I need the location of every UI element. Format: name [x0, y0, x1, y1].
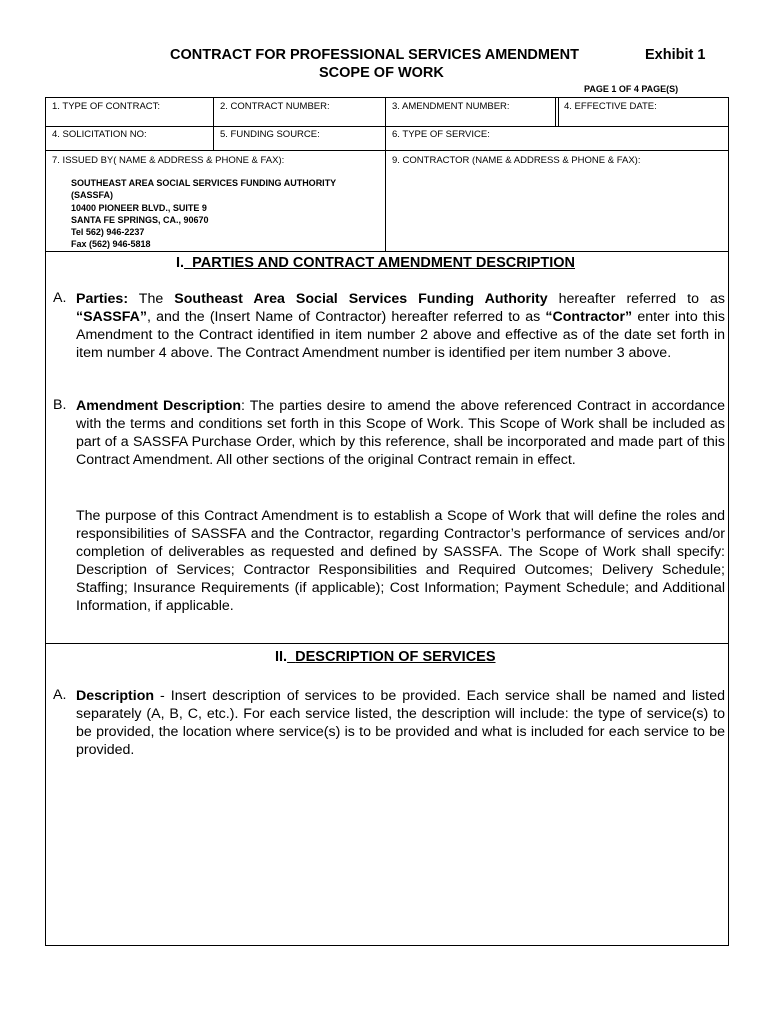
parties-text: enter into this Amendment to the Contract identified in item number 2 above and effective as of the date set forth in item number 4 above. The Contract Amendment number is identified per item number 3 above. — [76, 309, 725, 361]
section1-number: I. — [176, 255, 185, 271]
issuer-address — [71, 177, 336, 251]
section1-title: PARTIES AND CONTRACT AMENDMENT DESCRIPTION — [192, 255, 576, 271]
description-text: - Insert description of services to be provided. Each service shall be named and listed separately (A, B, C, etc.). For each service listed, the description will include: the type of service(s) to be provided, the location where service(s) is to be provided and what is included for each service to be provided. — [76, 688, 725, 758]
section2-number: II. — [275, 649, 288, 665]
contractor-field[interactable]: 9. CONTRACTOR (NAME & ADDRESS & PHONE & FAX): — [392, 155, 641, 166]
row-divider — [45, 643, 729, 644]
document-subtitle: SCOPE OF WORK — [319, 65, 444, 81]
solicitation-no-field[interactable]: 4. SOLICITATION NO: — [52, 129, 147, 140]
item-b-letter: B. — [53, 397, 67, 413]
issuer-fax: Fax (562) 946-5818 — [71, 239, 151, 250]
amendment-description-paragraph — [76, 397, 725, 469]
issuer-street: 10400 PIONEER BLVD., SUITE 9 — [71, 202, 207, 213]
document-title: CONTRACT FOR PROFESSIONAL SERVICES AMENDMENT — [170, 47, 579, 63]
amendment-description-label: Amendment Description — [76, 398, 242, 414]
parties-text: The — [128, 291, 175, 307]
col-divider — [385, 97, 386, 251]
contractor-term: “Contractor” — [545, 309, 633, 325]
exhibit-label: Exhibit 1 — [645, 47, 706, 63]
issuer-name: SOUTHEAST AREA SOCIAL SERVICES FUNDING AUTHORITY — [71, 178, 337, 188]
type-of-contract-field[interactable]: 1. TYPE OF CONTRACT: — [52, 101, 161, 112]
page-indicator: PAGE 1 OF 4 PAGE(S) — [584, 84, 679, 94]
row-divider — [45, 126, 729, 127]
row-divider — [45, 150, 729, 151]
col-divider — [555, 97, 556, 126]
description-item-letter: A. — [53, 687, 67, 703]
section2-heading — [275, 649, 496, 665]
amendment-description-text: : The parties desire to amend the above referenced Contract in accordance with the terms and conditions set forth in this Scope of Work. This Scope of Work shall be included as part of a SASSFA Purchase Order, which by this reference, shall be incorporated and made part of this Contract Amendment. All other sections of the original Contract remain in effect. — [76, 398, 725, 468]
section1-heading — [176, 255, 575, 271]
issued-by-field[interactable]: 7. ISSUED BY( NAME & ADDRESS & PHONE & FAX): — [52, 155, 285, 166]
section2-title: DESCRIPTION OF SERVICES — [295, 649, 496, 665]
amendment-number-field[interactable]: 3. AMENDMENT NUMBER: — [392, 101, 510, 112]
item-a-letter: A. — [53, 290, 67, 306]
parties-label: Parties: — [76, 291, 129, 307]
parties-text: hereafter referred to as — [547, 291, 725, 307]
sassfa-full-name: Southeast Area Social Services Funding Authority — [174, 291, 548, 307]
issuer-city: SANTA FE SPRINGS, CA., 90670 — [71, 214, 209, 225]
funding-source-field[interactable]: 5. FUNDING SOURCE: — [220, 129, 320, 140]
purpose-paragraph: The purpose of this Contract Amendment is to establish a Scope of Work that will define the roles and responsibilities of SASSFA and the Contractor, regarding Contractor’s performance of services and/or completion of deliverables as requested and defined by SASSFA. The Scope of Work shall specify: Description of Services; Contractor Responsibilities and Required Outcomes; Delivery Schedule; Staffing; Insurance Requirements (if applicable); Cost Information; Payment Schedule; and Additional Information, if applicable. — [76, 508, 725, 614]
parties-text: , and the (Insert Name of Contractor) hereafter referred to as — [146, 309, 546, 325]
col-divider — [558, 97, 559, 126]
contract-number-field[interactable]: 2. CONTRACT NUMBER: — [220, 101, 330, 112]
issuer-abbrev: (SASSFA) — [71, 190, 114, 201]
issuer-phone: Tel 562) 946-2237 — [71, 227, 145, 238]
row-divider — [45, 251, 729, 252]
type-of-service-field[interactable]: 6. TYPE OF SERVICE: — [392, 129, 490, 140]
parties-paragraph — [76, 290, 725, 362]
col-divider — [213, 97, 214, 150]
description-paragraph — [76, 687, 725, 759]
description-label: Description — [76, 688, 155, 704]
sassfa-abbrev: “SASSFA” — [76, 309, 147, 325]
effective-date-field[interactable]: 4. EFFECTIVE DATE: — [564, 101, 657, 112]
